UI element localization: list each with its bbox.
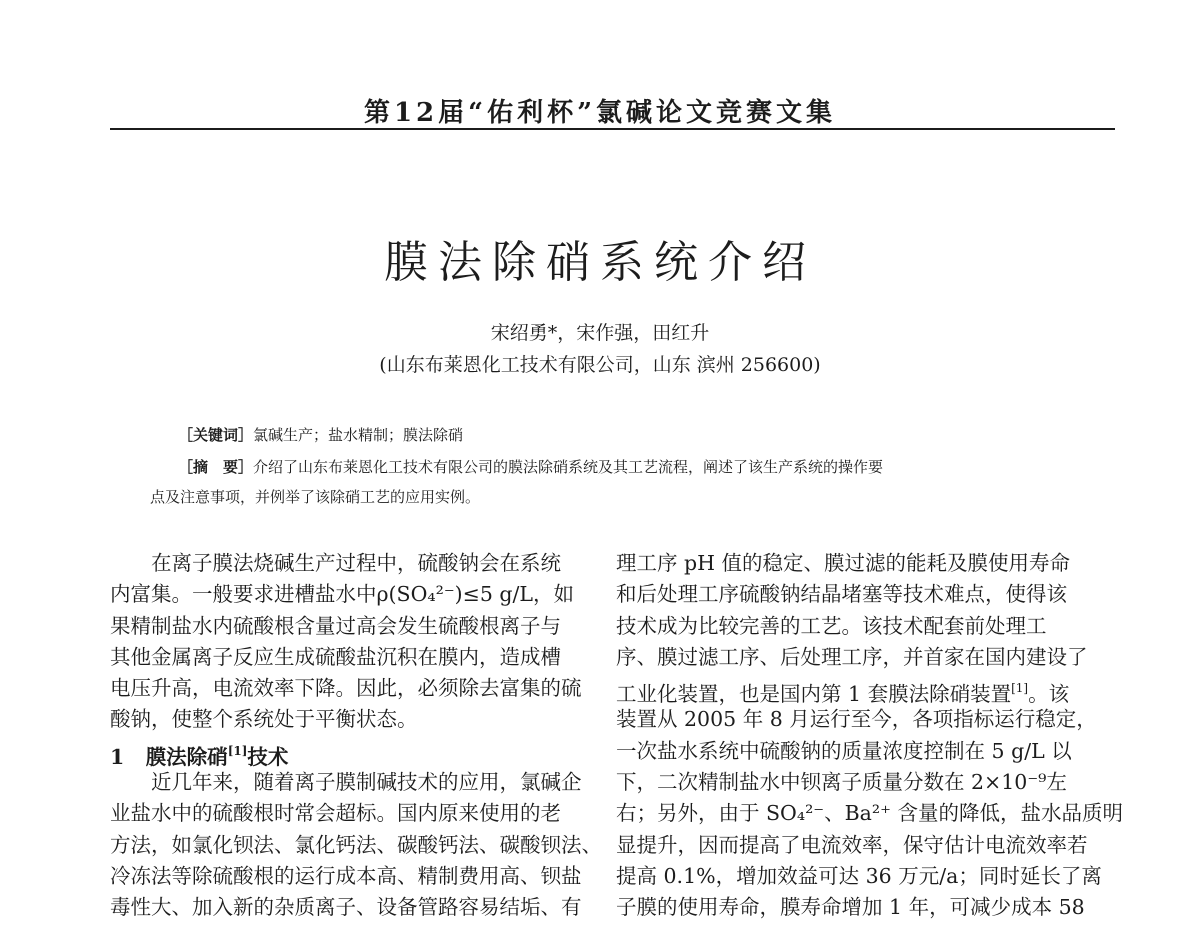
body-text: 工业化装置，也是国内第 1 套膜法除硝装置 (616, 682, 1012, 707)
body-line: 果精制盐水内硫酸根含量过高会发生硫酸根离子与 (110, 613, 561, 638)
body-line: 显提升，因而提高了电流效率，保守估计电流效率若 (616, 832, 1088, 857)
body-line (616, 673, 1123, 707)
abstract-label: ［摘 要］ (178, 458, 254, 476)
paper-title: 膜法除硝系统介绍 (384, 237, 816, 288)
section-title: 膜法除硝 (145, 744, 228, 769)
body-line: 一次盐水系统中硫酸钠的质量浓度控制在 5 g/L 以 (616, 738, 1072, 763)
body-line: 下，二次精制盐水中钡离子质量分数在 2×10⁻⁹左 (616, 770, 1067, 795)
body-line: 和后处理工序硫酸钠结晶堵塞等技术难点，使得该 (616, 582, 1067, 607)
body-line: 装置从 2005 年 8 月运行至今，各项指标运行稳定， (616, 707, 1097, 732)
keywords-text: 氯碱生产；盐水精制；膜法除硝 (253, 426, 464, 444)
section-title-tail: 技术 (247, 744, 289, 769)
body-line: 电压升高，电流效率下降。因此，必须除去富集的硫 (110, 676, 582, 701)
keywords-label: ［关键词］ (178, 426, 254, 444)
body-line: 理工序 pH 值的稳定、膜过滤的能耗及膜使用寿命 (616, 551, 1071, 575)
body-line: 在离子膜法烧碱生产过程中，硫酸钠会在系统 (151, 551, 561, 575)
authors: 宋绍勇*，宋作强，田红升 (490, 322, 710, 344)
body-line: 业盐水中的硫酸根时常会超标。国内原来使用的老 (110, 801, 561, 826)
body-line: 酸钠，使整个系统处于平衡状态。 (110, 707, 418, 732)
body-line: 方法，如氯化钡法、氯化钙法、碳酸钙法、碳酸钡法、 (110, 832, 602, 857)
left-column (110, 548, 602, 924)
body-line: 右；另外，由于 SO₄²⁻、Ba²⁺ 含量的降低，盐水品质明 (616, 801, 1123, 826)
body-line: 子膜的使用寿命，膜寿命增加 1 年，可减少成本 58 (616, 895, 1085, 920)
body-line: 毒性大、加入新的杂质离子、设备管路容易结垢、有 (110, 895, 582, 920)
abstract-line-2: 点及注意事项，并例举了该除硝工艺的应用实例。 (150, 488, 481, 506)
right-column (616, 548, 1123, 924)
body-line: 提高 0.1%，增加效益可达 36 万元/a；同时延长了离 (616, 863, 1102, 888)
body-line: 技术成为比较完善的工艺。该技术配套前处理工 (616, 613, 1047, 638)
header-rule (110, 128, 1115, 130)
keywords (178, 424, 463, 445)
running-head: 第12届“佑利杯”氯碱论文竞赛文集 (363, 98, 837, 128)
abstract-text-1: 介绍了山东布莱恩化工技术有限公司的膜法除硝系统及其工艺流程，阐述了该生产系统的操作要 (253, 458, 884, 476)
body-text-tail: 。该 (1028, 682, 1070, 707)
section-heading (110, 736, 602, 767)
section-number: 1 (110, 744, 125, 769)
citation-ref: [1] (227, 743, 248, 758)
body-line: 其他金属离子反应生成硫酸盐沉积在膜内，造成槽 (110, 644, 561, 669)
body-line: 序、膜过滤工序、后处理工序，并首家在国内建设了 (616, 644, 1088, 669)
affiliation: (山东布莱恩化工技术有限公司，山东 滨州 256600) (379, 354, 821, 376)
body-line: 近几年来，随着离子膜制碱技术的应用，氯碱企 (151, 770, 582, 795)
body-line: 内富集。一般要求进槽盐水中ρ(SO₄²⁻)≤5 g/L，如 (110, 582, 575, 607)
citation-ref: [1] (1011, 681, 1029, 696)
body-line: 冷冻法等除硫酸根的运行成本高、精制费用高、钡盐 (110, 863, 582, 888)
abstract-line-1 (178, 456, 883, 477)
